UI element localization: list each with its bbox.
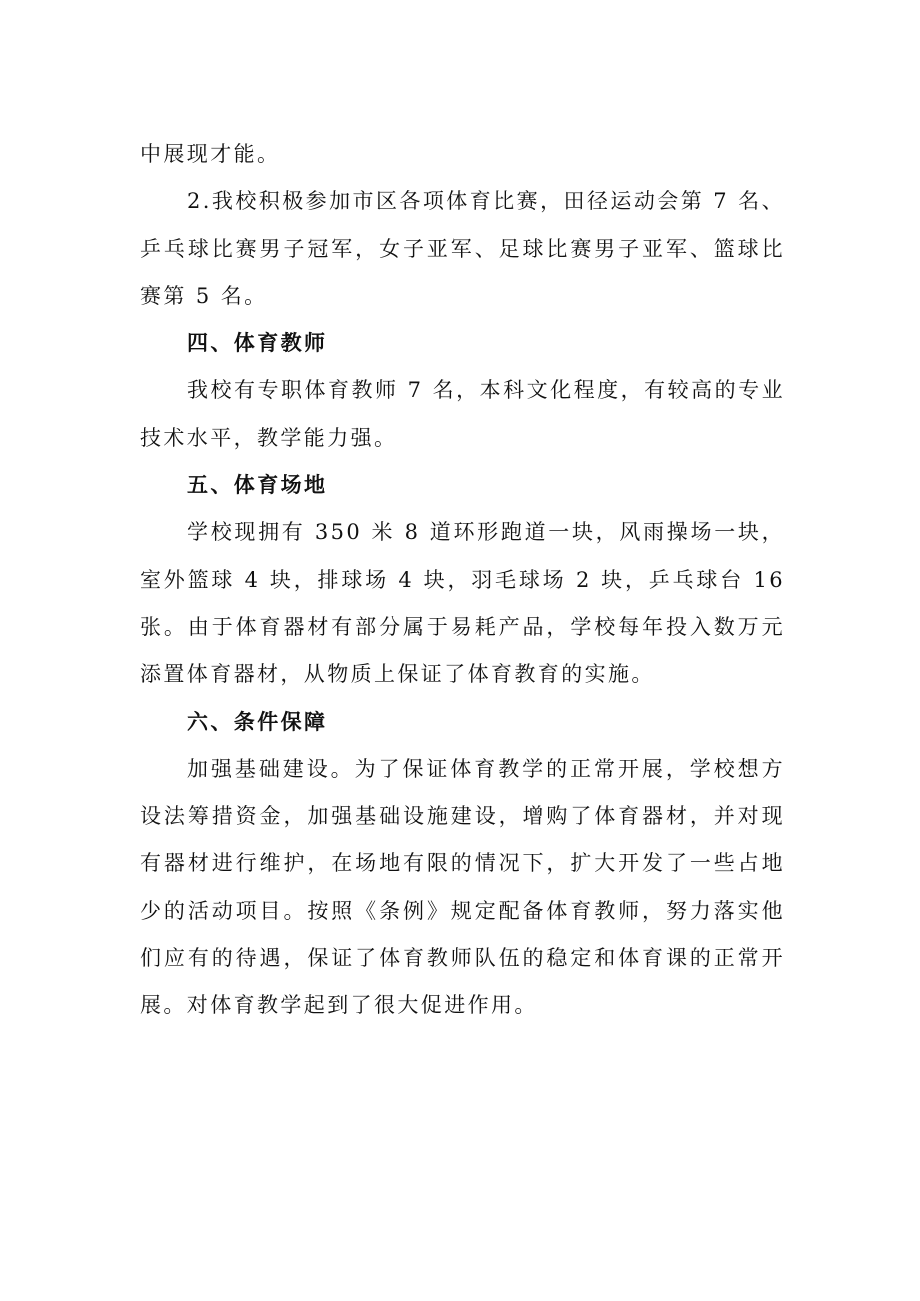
paragraph-competitions: 2.我校积极参加市区各项体育比赛，田径运动会第 7 名、乒乓球比赛男子冠军，女子亚军、足球比赛男子亚军、篮球比赛第 5 名。 xyxy=(140,189,785,308)
paragraph-pe-teachers: 我校有专职体育教师 7 名，本科文化程度，有较高的专业技术水平，教学能力强。 xyxy=(140,378,785,450)
paragraph-sports-facilities: 学校现拥有 350 米 8 道环形跑道一块，风雨操场一块，室外篮球 4 块，排球场 4 块，羽毛球场 2 块，乒乓球台 16 张。由于体育器材有部分属于易耗产品，学校每年投入数万元添置体育器材，从物质上保证了体育教育的实施。 xyxy=(140,520,785,687)
heading-conditions-guarantee: 六、条件保障 xyxy=(187,709,328,734)
paragraph-conditions-guarantee: 加强基础建设。为了保证体育教学的正常开展，学校想方设法筹措资金，加强基础设施建设，增购了体育器材，并对现有器材进行维护，在场地有限的情况下，扩大开发了一些占地少的活动项目。按照《条例》规定配备体育教师，努力落实他们应有的待遇，保证了体育教师队伍的稳定和体育课的正常开展。对体育教学起到了很大促进作用。 xyxy=(140,756,785,1018)
document-body xyxy=(140,131,785,1030)
heading-sports-facilities: 五、体育场地 xyxy=(187,473,328,498)
paragraph-continuation: 中展现才能。 xyxy=(140,142,281,166)
heading-pe-teachers: 四、体育教师 xyxy=(187,331,328,356)
